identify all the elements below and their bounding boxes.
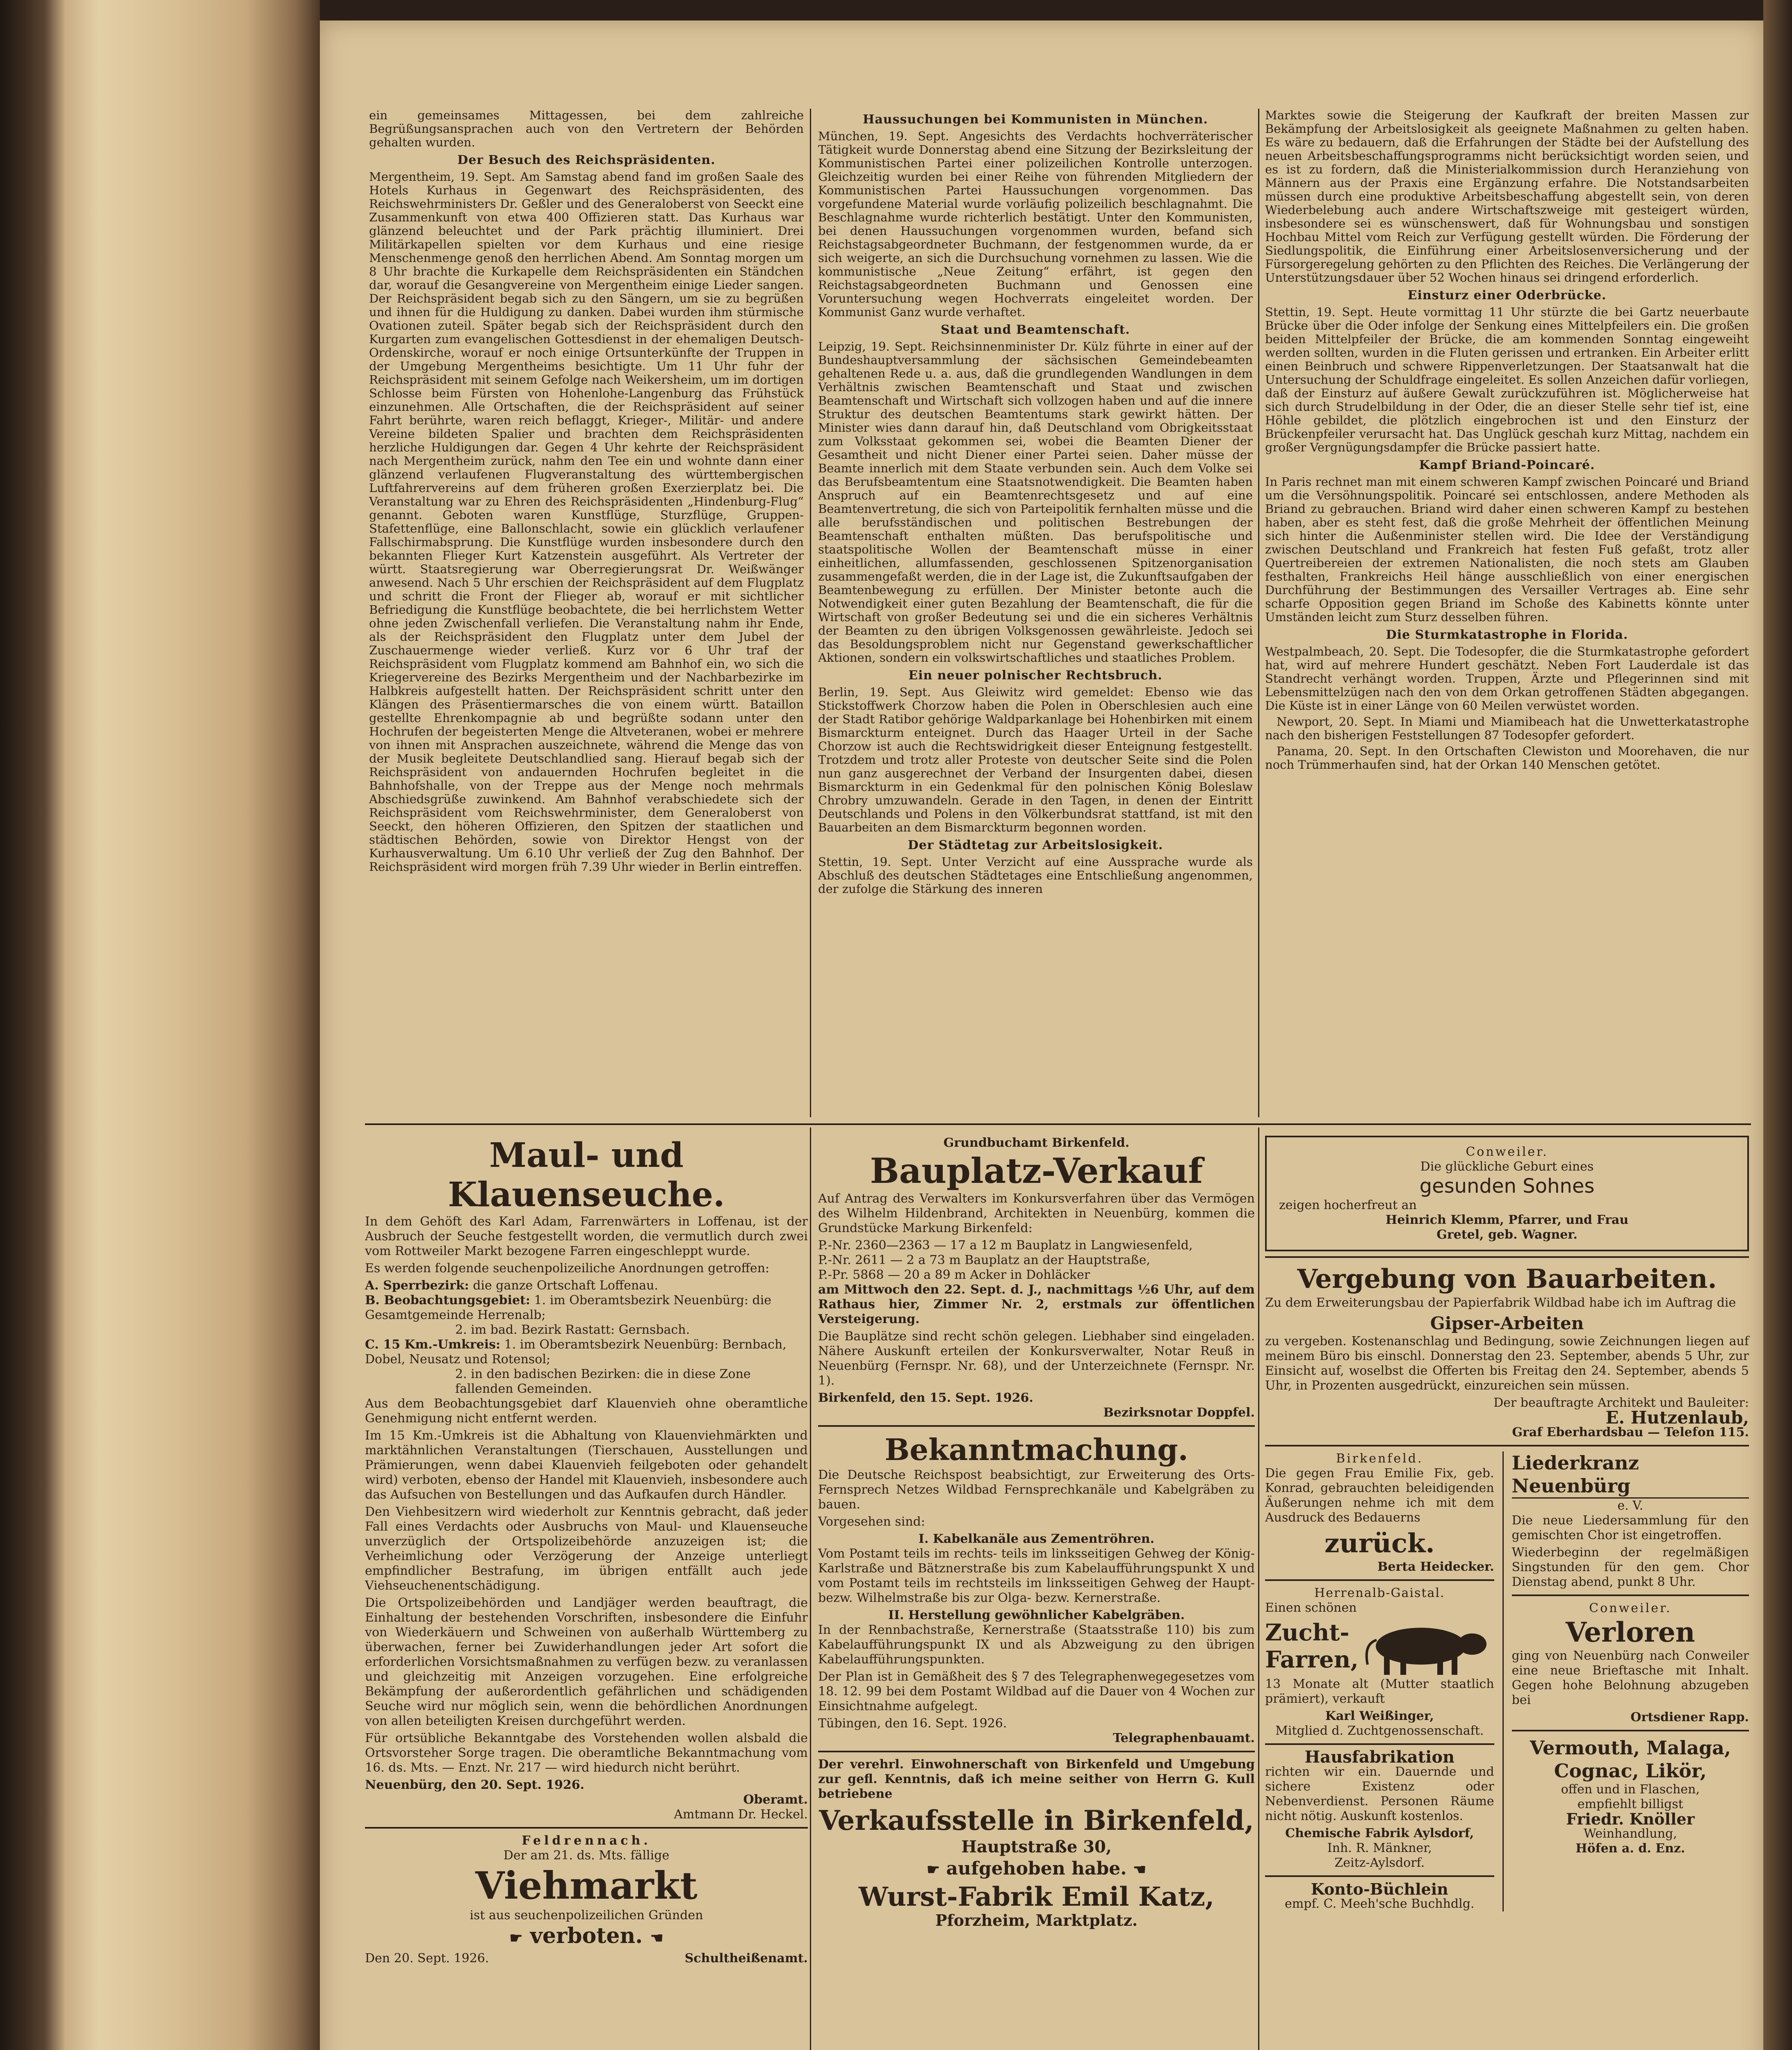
zone-a: A. Sperrbezirk: die ganze Ortschaft Loffenau. [365, 1278, 659, 1293]
ad-divider [1265, 1445, 1749, 1446]
ad-aufgehoben: ☛ aufgehoben habe. ☚ [818, 1857, 1255, 1881]
ad-head: Grundbuchamt Birkenfeld. [943, 1136, 1130, 1150]
ad-date: Birkenfeld, den 15. Sept. 1926. [818, 1391, 1033, 1405]
ad-bauplatz [818, 1136, 1255, 1928]
ad-text: In dem Gehöft des Karl Adam, Farrenwärters in Loffenau, ist der Ausbruch der Seuche festgestellt worden, die vermutlich durch zwei vom Rottweiler Markt bezogene Farren eingeschleppt wurde. [365, 1214, 808, 1258]
ad-addr: Graf Eberhardsbau — Telefon 115. [1512, 1425, 1749, 1440]
column-2 [818, 109, 1253, 898]
ad-text: Den Viehbesitzern wird wiederholt zur Kenntnis gebracht, daß jeder Fall eines Verdachts oder Ausbruchs von Maul- und Klauenseuche unverzüglich der Ortspolizeibehörde anzuzeigen ist; die Verheimlichung oder Verzögerung der Anzeige unterliegt empfindlicher Bestrafung, im übrigen entfällt auch jede Viehseuchenentschädigung. [365, 1505, 808, 1593]
heading-haussuchungen: Haussuchungen bei Kommunisten in München. [862, 112, 1208, 127]
ad-text: Der beauftragte Architekt und Bauleiter: [1493, 1396, 1749, 1410]
ad-farren-row: Zucht-Farren, [1265, 1615, 1494, 1677]
ad-divider [818, 1751, 1255, 1752]
column-1 [369, 109, 804, 876]
ad-parcel: P.-Nr. 2611 — 2 a 73 m Bauplatz an der Hauptstraße, [818, 1253, 1150, 1267]
ad-divider [1512, 1730, 1749, 1731]
ad-title: Bauplatz-Verkauf [870, 1150, 1203, 1191]
ad-column-right [1265, 1136, 1749, 1911]
ad-maul-klauenseuche [365, 1136, 808, 1966]
ad-subcol-right: Liederkranz Neuenbürg e. V. Die neue Liedersammlung für den gemischten Chor ist eingetroffen. Wiederbeginn der regelmäßigen Singstunden für den gem. Chor Dienstag abend, punkt 8 Uhr. Conweiler. Verloren ging von Neuenbürg nach Conweiler eine neue Brieftasche mit Inhalt. Gegen hohe Belohnung abzugeben bei Ortsdiener Rapp. Vermouth, Malaga, Cognac, Likör, offen und in Flaschen, empfiehlt billigst Friedr. Knöller Weinhandlung, Höfen a. d. Enz. [1512, 1452, 1749, 1856]
ad-split [1265, 1451, 1749, 1911]
subcol-rule [1502, 1451, 1504, 1911]
article-staat: Leipzig, 19. Sept. Reichsinnenminister Dr. Külz führte in einer auf der Bundeshauptversammlung der sächsischen Gemeindebeamten gehaltenen Rede u. a. aus, daß die grundlegenden Wandlungen in dem Verhältnis zwischen Beamtenschaft und Staat und zwischen Beamtenschaft und Wirtschaft sich vollzogen haben und auf die innere Struktur des deutschen Beamtentums stark gewirkt hätten. Der Minister wies dann darauf hin, daß Deutschland vom Obrigkeitsstaat zum Volksstaat gekommen sei, wobei die Beamten Diener der Gesamtheit und nicht Diener einer Partei seien. Daher müsse der Beamte innerlich mit dem Staate verbunden sein. Auch dem Volke sei das Berufsbeamtentum eine Staatsnotwendigkeit. Die Beamten haben Anspruch auf ein Beamtenrechtsgesetz und auf eine Beamtenvertretung, die sich von Parteipolitik fernhalten müsse und die alle berufsständischen und politischen Bestrebungen der Beamtenschaft enthalten müßten. Das berufspolitische und staatspolitische Wollen der Beamtenschaft müsse in einer einheitlichen, allumfassenden, geschlossenen Spitzenorganisation zusammengefaßt werden, die in der Lage ist, die Zukunftsaufgaben der Beamtenbewegung zu erfüllen. Der Minister betonte auch die Notwendigkeit einer guten Bezahlung der Beamtenschaft, die für die Wirtschaft von großer Bedeutung sei und die ein sicheres Verhältnis der Beamten zu den übrigen Volksgenossen gewährleiste. Jedoch sei das Besoldungsproblem nicht nur Gegenstand gewerkschaftlicher Aktionen, sondern ein volkswirtschaftliches und staatliches Problem. [818, 339, 1253, 665]
heading-kampf: Kampf Briand-Poincaré. [1419, 458, 1595, 472]
ad-text: ist aus seuchenpolizeilichen Gründen [470, 1908, 703, 1922]
ad-text: In der Rennbachstraße, Kernerstraße (Staatsstraße 110) bis zum Kabelaufführungspunkt IX und als Abzweigung zu den übrigen Kabelaufführungspunkten. [818, 1623, 1255, 1667]
article-einsturz: Stettin, 19. Sept. Heute vormittag 11 Uhr stürzte die bei Gartz neuerbaute Brücke über die Oder infolge der Senkung eines Mittelpfeilers ein. Die großen beiden Mittelpfeiler der Brücke, die am kommenden Sonntag eingeweiht werden sollten, wurden in die Fluten gerissen und ertranken. Ein Arbeiter erlitt einen Beinbruch und schwere Rippenverletzungen. Der Staatsanwalt hat die Untersuchung der Schuldfrage eingeleitet. Es sollen Anzeichen dafür vorliegen, daß der Einsturz auf äußere Gewalt zurückzuführen ist. Möglicherweise hat sich durch Strudelbildung in der Oder, die an dieser Stelle sehr tief ist, eine Höhle gebildet, die plötzlich eingebrochen ist und den Einsturz der Brückenpfeiler verursacht hat. Das Unglück geschah kurz Mittag, nachdem ein großer Vergnügungsdampfer die Brücke passiert hatte. [1265, 305, 1749, 454]
column-rule [810, 1128, 811, 2050]
ad-title: Vergebung von Bauarbeiten. [1297, 1264, 1717, 1294]
ad-text: Auf Antrag des Verwalters im Konkursverfahren über das Vermögen des Wilhelm Hildenbrand, Architekten in Neuenbürg, kommen die Grundstücke Markung Birkenfeld: [818, 1191, 1255, 1235]
ad-firm: Wurst-Fabrik Emil Katz, [858, 1881, 1215, 1912]
heading-staat: Staat und Beamtenschaft. [941, 323, 1130, 337]
next-page-edge [1763, 0, 1792, 2050]
section-rule [365, 1123, 1751, 1125]
pointing-hand-icon: ☛ [926, 1861, 940, 1878]
ad-text: Vorgesehen sind: [818, 1515, 925, 1529]
ad-subhead: Gipser-Arbeiten [1430, 1313, 1584, 1333]
ad-text: Im 15 Km.-Umkreis ist die Abhaltung von Klauenviehmärkten und marktähnlichen Veranstaltungen (Tierschauen, Ausstellungen und Prämierungen, wenn dabei Klauenvieh feilgeboten oder gehandelt wird) verboten, ebenso der Handel mit Klauenvieh, insbesondere auch das Aufsuchen von Bestellungen und das Aufkaufen durch Händler. [365, 1428, 808, 1502]
ad-geburt: Conweiler. Die glückliche Geburt eines gesunden Sohnes zeigen hocherfreut an Heinrich Klemm, Pfarrer, und Frau Gretel, geb. Wagner. [1265, 1136, 1749, 1251]
ad-text: am Mittwoch den 22. Sept. d. J., nachmittags ½6 Uhr, auf dem Rathaus hier, Zimmer Nr. 2, erstmals zur öffentlichen Versteigerung. [818, 1282, 1255, 1326]
ad-text: zu vergeben. Kostenanschlag und Bedingung, sowie Zeichnungen liegen auf meinem Büro bis einschl. Donnerstag den 23. September, abends 5 Uhr, zur Einsicht auf, woselbst die Offerten bis Freitag den 24. September, abends 5 Uhr, in Prozenten ausgedrückt, einzureichen sein müssen. [1265, 1334, 1749, 1393]
ad-subhead: II. Herstellung gewöhnlicher Kabelgräben. [888, 1608, 1185, 1622]
ad-text: Zu dem Erweiterungsbau der Papierfabrik Wildbad habe ich im Auftrag die [1265, 1296, 1736, 1310]
article-staedtetag: Stettin, 19. Sept. Unter Verzicht auf eine Aussprache wurde als Abschluß des deutschen Städtetages eine Entschließung angenommen, der zufolge die Stärkung des inneren [818, 855, 1253, 896]
article-florida-1: Westpalmbeach, 20. Sept. Die Todesopfer, die die Sturmkatastrophe gefordert hat, wird auf mehrere Hundert geschätzt. Neben Fort Lauderdale ist das Standrecht verhängt worden. Truppen, Ärzte und Pflegerinnen sind mit Lebensmittelzügen nach den von dem Orkan getroffenen Städten abgegangen. Die Küste ist in einer Länge von 60 Meilen verwüstet worden. [1265, 645, 1749, 713]
heading-staedtetag: Der Städtetag zur Arbeitslosigkeit. [907, 838, 1163, 852]
article-haussuchungen: München, 19. Sept. Angesichts des Verdachts hochverräterischer Tätigkeit wurde Donnerstag abend eine Sitzung der Bezirksleitung der Kommunistischen Partei einer polizeilichen Kontrolle unterzogen. Gleichzeitig wurden bei einer Reihe von führenden Mitgliedern der Kommunistischen Partei Haussuchungen vorgenommen. Das vorgefundene Material wurde vorläufig polizeilich beschlagnahmt. Die Beschlagnahme wurde richterlich bestätigt. Unter den Kommunisten, bei denen Haussuchungen vorgenommen wurden, befand sich Reichstagsabgeordneter Buchmann, der festgenommen wurde, da er sich weigerte, an sich die Durchsuchung vornehmen zu lassen. Wie die kommunistische „Neue Zeitung“ erfährt, ist gegen den Reichstagsabgeordneten Buchmann und Genossen eine Voruntersuchung wegen Hochverrats eingeleitet worden. Der Kommunist Ganz wurde verhaftet. [818, 129, 1253, 319]
heading-polen: Ein neuer polnischer Rechtsbruch. [908, 668, 1163, 683]
ad-title: Verkaufsstelle in Birkenfeld, [819, 1804, 1254, 1836]
article-kampf: In Paris rechnet man mit einem schweren Kampf zwischen Poincaré und Briand um die Versöhnungspolitik. Poincaré sei entschlossen, andere Methoden als Briand zu gebrauchen. Briand wird daher einen schweren Kampf zu bestehen haben, aber es steht fest, daß die große Mehrheit der öffentlichen Meinung sich hinter die Außenminister stellen wird. Die Idee der Verständigung zwischen Deutschland und Frankreich hat festen Fuß gefaßt, trotz aller Quertreibereien der extremen Nationalisten, die noch stets am Glauben festhalten, Frankreichs Heil hänge ausschließlich von einer energischen Durchführung der Bestimmungen des Versailler Vertrages ab. Eine sehr scharfe Opposition gegen Briand im Schoße des Kabinetts könnte unter Umständen leicht zum Sturz desselben führen. [1265, 475, 1749, 624]
ad-verboten: ☛ verboten. ☚ [365, 1923, 808, 1951]
newspaper-page [320, 20, 1763, 2050]
ad-parcel: P.-Pr. 5868 — 20 a 89 m Acker in Dohläcker [818, 1268, 1090, 1282]
ad-date: Neuenbürg, den 20. Sept. 1926. [365, 1778, 585, 1792]
heading-florida: Die Sturmkatastrophe in Florida. [1386, 628, 1628, 642]
ad-subhead: I. Kabelkanäle aus Zementröhren. [918, 1532, 1155, 1546]
ad-text: Die Bauplätze sind recht schön gelegen. Liebhaber sind eingeladen. Nähere Auskunft erteilen der Konkursverwalter, Notar Reuß in Neuenbürg (Fernspr. Nr. 68), und der Unterzeichnete (Fernspr. Nr. 1). [818, 1329, 1255, 1388]
ad-name: E. Hutzenlaub, [1605, 1408, 1749, 1428]
ad-parcel: P.-Nr. 2360—2363 — 17 a 12 m Bauplatz in Langwiesenfeld, [818, 1238, 1193, 1253]
zone-b-2: 2. im bad. Bezirk Rastatt: Gernsbach. [455, 1323, 690, 1337]
column-3 [1265, 109, 1749, 774]
ad-text: Hauptstraße 30, [961, 1837, 1112, 1856]
article-florida-2: Newport, 20. Sept. In Miami und Miamibeach hat die Unwetterkatastrophe nach den bisherigen Feststellungen 87 Todesopfer gefordert. [1265, 715, 1749, 742]
ad-footer: Den 20. Sept. 1926. Schultheißenamt. [365, 1951, 808, 1966]
ad-text: Der Plan ist in Gemäßheit des § 7 des Telegraphenwegegesetzes vom 18. 12. 99 bei dem Postamt Wildbad auf die Dauer von 4 Wochen zur Einsichtnahme aufgelegt. [818, 1670, 1255, 1713]
pointing-hand-icon: ☚ [650, 1929, 663, 1947]
ad-divider [1265, 1743, 1494, 1745]
pointing-hand-icon: ☛ [509, 1929, 523, 1947]
ad-city: Pforzheim, Marktplatz. [935, 1911, 1138, 1929]
ad-text: Die Deutsche Reichspost beabsichtigt, zur Erweiterung des Orts-Fernsprech Netzes Wildbad Fernsprechkanäle und Kabelgräben zu bauen. [818, 1468, 1255, 1512]
zone-b: B. Beobachtungsgebiet: 1. im Oberamtsbezirk Neuenbürg: die Gesamtgemeinde Herrenalb; [365, 1293, 772, 1322]
ad-signature: Amtmann Dr. Heckel. [674, 1807, 808, 1822]
ad-divider [1265, 1579, 1494, 1581]
pointing-hand-icon: ☚ [1133, 1861, 1147, 1878]
article-florida-3: Panama, 20. Sept. In den Ortschaften Clewiston und Moorehaven, die nur noch Trümmerhaufen sind, hat der Orkan 140 Menschen getötet. [1265, 744, 1749, 772]
ad-signature: Oberamt. [743, 1793, 808, 1807]
article-continuation: Marktes sowie die Steigerung der Kaufkraft der breiten Massen zur Bekämpfung der Arbeitslosigkeit als geeignete Maßnahmen zu gelten haben. Es wäre zu bedauern, daß die Erfahrungen der Städte bei der Aufstellung des neuen Arbeitsbeschaffungsprogramms nicht berücksichtigt worden seien, und es ist zu fordern, daß die Ministerialkommission durch Heranziehung von Männern aus der Praxis eine Ergänzung erfahre. Die Notstandsarbeiten müssen durch eine produktive Arbeitsbeschaffung abgestellt sein, von deren Wiederbelebung auch andere Wirtschaftszweige mit gesteigert würden, insbesondere sei es wünschenswert, daß für Wohnungsbau und sonstigen Hochbau Mittel vom Reich zur Verfügung gestellt würden. Die Förderung der Siedlungspolitik, die Einführung einer Arbeitslosenversicherung und der Fürsorgeregelung gehörten zu den Pflichten des Reiches. Die Verlängerung der Unterstützungsdauer über 52 Wochen hinaus sei dringend erforderlich. [1265, 108, 1749, 285]
ad-text: Vom Postamt teils im rechts- teils im linksseitigen Gehweg der König-Karlstraße und Bätznerstraße bis zum Kabelaufführungspunkt X und vom Postamt teils im rechtsteils im linksseitigen Gehweg der Haupt- bezw. Wilhelmstraße bis zur Olga- bezw. Kernerstraße. [818, 1547, 1255, 1605]
ad-title: Maul- und Klauenseuche. [448, 1136, 725, 1214]
column-rule [1258, 1128, 1259, 2050]
ad-text: Der am 21. ds. Mts. fällige [503, 1848, 670, 1863]
book-spine [0, 0, 320, 2050]
ad-text: Es werden folgende seuchenpolizeiliche Anordnungen getroffen: [365, 1261, 770, 1276]
column-rule [810, 109, 811, 1117]
article-intro: ein gemeinsames Mittagessen, bei dem zahlreiche Begrüßungsansprachen auch von den Vertretern der Behörden gehalten wurden. [369, 108, 804, 149]
ad-place: Feldrennach. [522, 1834, 651, 1848]
ad-text: Für ortsübliche Bekanntgabe des Vorstehenden wollen alsbald die Ortsvorsteher Sorge tragen. Die oberamtliche Bekanntmachung vom 16. ds. Mts. — Enzt. Nr. 217 — wird hiedurch nicht berührt. [365, 1731, 808, 1775]
heading-besuch: Der Besuch des Reichspräsidenten. [457, 153, 716, 167]
heading-einsturz: Einsturz einer Oderbrücke. [1407, 288, 1607, 303]
article-polen: Berlin, 19. Sept. Aus Gleiwitz wird gemeldet: Ebenso wie das Stickstoffwerk Chorzow haben die Polen in Oberschlesien auch eine der Stadt Ratibor gehörige Waldparkanlage bei Hohenbirken mit einem Bismarckturm enteignet. Durch das Haager Urteil in der Sache Chorzow ist auch die Rechtswidrigkeit dieser Enteignung festgestellt. Trotzdem und trotz aller Proteste von deutscher Seite sind die Polen nun ganz ausgerechnet der Verband der Insurgenten dabei, diesen Bismarckturm in ein Gedenkmal für den polnischen König Boleslaw Chrobry umzuwandeln. Gerade in den Tagen, in denen der Eintritt Deutschlands und Polens in den Völkerbundsrat stattfand, ist mit den Bauarbeiten an dem Bismarckturm begonnen worden. [818, 685, 1253, 834]
zone-c-2: 2. in den badischen Bezirken: die in diese Zone fallenden Gemeinden. [455, 1367, 751, 1396]
zone-c: C. 15 Km.-Umkreis: 1. im Oberamtsbezirk Neuenbürg: Bernbach, Dobel, Neusatz und Rotensol; [365, 1337, 787, 1367]
ad-text: Aus dem Beobachtungsgebiet darf Klauenvieh ohne oberamtliche Genehmigung nicht entfernt werden. [365, 1396, 808, 1426]
ad-title: Viehmarkt [475, 1863, 698, 1908]
ad-divider [1265, 1875, 1494, 1877]
ad-divider [1512, 1594, 1749, 1596]
ad-title: Bekanntmachung. [885, 1432, 1188, 1467]
ad-subcol-left: Birkenfeld. Die gegen Frau Emilie Fix, geb. Konrad, gebrauchten beleidigenden Äußerungen nehme ich mit dem Ausdruck des Bedauerns zurück. Berta Heidecker. Herrenalb-Gaistal. Einen schönen Zucht-Farren, 13 Monate alt (Mutter staatlich prämiert), verkauft Karl Weißinger, Mitglied d. Zuchtgenossenschaft. Hausfabrikation richten wir ein. Dauernde und sichere Existenz oder Nebenverdienst. Personen Räume nicht nötig. Auskunft kostenlos. Chemische Fabrik Aylsdorf, Inh. R. Mänkner, Zeitz-Aylsdorf. Konto-Büchlein empf. C. Meeh'sche Buchhdlg. [1265, 1451, 1494, 1911]
ad-signature: Bezirksnotar Doppfel. [1103, 1405, 1255, 1420]
ad-divider [365, 1827, 808, 1829]
ad-signature: Telegraphenbauamt. [1113, 1731, 1255, 1745]
column-rule [1258, 109, 1259, 1117]
ad-text: Der verehrl. Einwohnerschaft von Birkenfeld und Umgebung zur gefl. Kenntnis, daß ich meine seither von Herrn G. Kull betriebene [818, 1757, 1255, 1801]
ad-divider [1265, 1256, 1749, 1258]
ad-date: Tübingen, den 16. Sept. 1926. [818, 1716, 1007, 1731]
ad-divider [818, 1425, 1255, 1427]
article-besuch: Mergentheim, 19. Sept. Am Samstag abend fand im großen Saale des Hotels Kurhaus in Gegenwart des Reichspräsidenten, des Reichswehrministers Dr. Geßler und des Generaloberst von Seeckt eine Zusammenkunft von etwa 400 Offizieren statt. Das Kurhaus war glänzend beleuchtet und der Park prächtig illuminiert. Drei Militärkapellen spielten vor dem Kurhaus und eine riesige Menschenmenge genoß den herrlichen Abend. Am Sonntag morgen um 8 Uhr brachte die Kurkapelle dem Reichspräsidenten ein Ständchen dar, worauf die Gesangvereine von Mergentheim einige Lieder sangen. Der Reichspräsident begab sich zu den Sängern, um sie zu begrüßen und ihnen für die Huldigung zu danken. Dabei wurden ihm stürmische Ovationen zuteil. Später begab sich der Reichspräsident durch den Kurgarten zum evangelischen Gottesdienst in der ehemaligen Deutsch-Ordenskirche, worauf er noch einige Ortsunterkünfte der Truppen in der Umgebung Mergentheims besichtigte. Um 11 Uhr fuhr der Reichspräsident mit seinem Gefolge nach Weikersheim, um im dortigen Schlosse beim Fürsten von Hohenlohe-Langenburg das Frühstück einzunehmen. Alle Ortschaften, die der Reichspräsident auf seiner Fahrt berührte, waren reich beflaggt, Krieger-, Militär- und andere Vereine bildeten Spalier und brachten dem Reichspräsidenten herzliche Huldigungen dar. Gegen 4 Uhr kehrte der Reichspräsident nach Mergentheim zurück, nahm den Tee ein und wohnte dann einer glänzend verlaufenen Flugveranstaltung des württembergischen Luftfahrervereins auf dem früheren großen Exerzierplatz bei. Die Veranstaltung war zu Ehren des Reichspräsidenten „Hindenburg-Flug“ genannt. Geboten waren Kunstflüge, Sturzflüge, Gruppen-Stafettenflüge, eine Ballonschlacht, sowie ein glücklich verlaufener Fallschirmabsprung. Die Kunstflüge wurden insbesondere durch den bekannten Flieger Kurt Katzenstein ausgeführt. Als Vertreter der württ. Staatsregierung war Oberregierungsrat Dr. Weißwänger anwesend. Nach 5 Uhr erschien der Reichspräsident auf dem Flugplatz und schritt die Front der Flieger ab, worauf er mit sichtlicher Befriedigung die Kunstflüge beobachtete, die bei herrlichstem Wetter ohne jeden Zwischenfall verliefen. Die Veranstaltung nahm ihr Ende, als der Reichspräsident den Flugplatz unter dem Jubel der Zuschauermenge wieder verließ. Kurz vor 6 Uhr traf der Reichspräsident vom Flugplatz kommend am Bahnhof ein, wo sich die Kriegervereine des Bezirks Mergentheim und der Nachbarbezirke im Halbkreis aufgestellt hatten. Der Reichspräsident schritt unter den Klängen des Präsentiermarsches die von einem württ. Bataillon gestellte Ehrenkompagnie ab und begrüßte sodann unter den Hochrufen der begeisterten Menge die Altveteranen, wobei er mehrere von ihnen mit Ansprachen auszeichnete, während die Menge das von der Musik begleitete Deutschlandlied sang. Hierauf begab sich der Reichspräsident von andauernden Hochrufen begleitet in die Bahnhofshalle, von der Treppe aus der Menge noch mehrmals Abschiedsgrüße zuwinkend. Am Bahnhof verabschiedete sich der Reichspräsident vom Reichswehrminister, dem Generaloberst von Seeckt, den höheren Offizieren, den Spitzen der staatlichen und städtischen Behörden, sowie von Direktor Hengst von der Kurhausverwaltung. Um 6.10 Uhr verließ der Zug den Bahnhof. Der Reichspräsident wird morgen früh 7.39 Uhr wieder in Berlin eintreffen. [369, 170, 804, 874]
ad-text: Die Ortspolizeibehörden und Landjäger werden beauftragt, die Einhaltung der bestehenden Vorschriften, insbesondere die Einfuhr von Wiederkäuern und Schweinen von außerhalb Württemberg zu überwachen, ferner bei Zuwiderhandlungen jeder Art sofort die erforderlichen Vorsichtsmaßnahmen zu verfügen bezw. zu veranlassen und gleichzeitig mit Anzeigen vorzugehen. Eine erfolgreiche Bekämpfung der außerordentlich gefährlichen und schädigenden Seuche wird nur möglich sein, wenn die behördlichen Anordnungen von allen beteiligten Kreisen durchgeführt werden. [365, 1596, 808, 1728]
bull-icon [1355, 1615, 1491, 1677]
